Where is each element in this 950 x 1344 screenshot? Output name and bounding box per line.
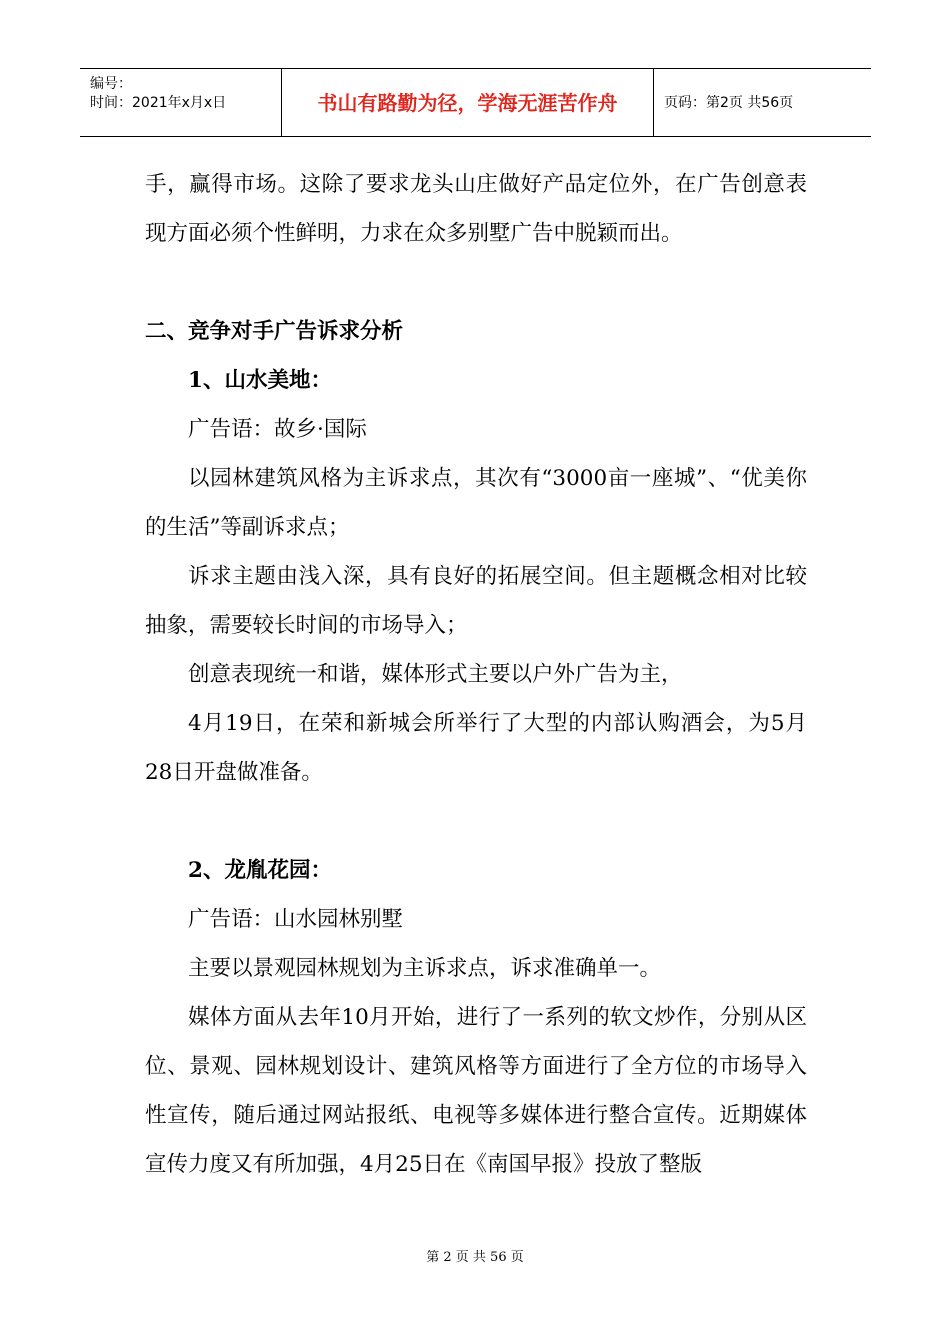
document-date: 时间：2021年x月x日 [90,95,227,111]
paragraph: 创意表现统一和谐，媒体形式主要以户外广告为主， [188,662,683,687]
paragraph: 诉求主题由浅入深，具有良好的拓展空间。但主题概念相对比较抽象，需要较长时间的市场导入； [145,564,807,638]
header-meta [80,69,282,136]
page-footer: 第 2 页 共 56 页 [426,1250,524,1265]
paragraph: 以园林建筑风格为主诉求点，其次有“3000亩一座城”、“优美你的生活”等副诉求点； [145,466,807,540]
header-motto: 书山有路勤为径，学海无涯苦作舟 [282,69,654,136]
section-heading: 二、竞争对手广告诉求分析 [145,319,404,344]
header-page-info: 页码：第2页 共56页 [664,95,794,111]
spacer [145,258,807,307]
paragraph: 手，赢得市场。这除了要求龙头山庄做好产品定位外，在广告创意表现方面必须个性鲜明，力求在众多别墅广告中脱颖而出。 [145,172,807,246]
spacer [145,797,807,846]
paragraph: 媒体方面从去年10月开始，进行了一系列的软文炒作，分别从区位、景观、园林规划设计、建筑风格等方面进行了全方位的市场导入性宣传，随后通过网站报纸、电视等多媒体进行整合宣传。近期媒体宣传力度又有所加强，4月25日在《南国早报》投放了整版 [145,1005,807,1177]
document-number: 编号： [90,76,132,92]
item-heading: 2、龙胤花园： [188,858,332,883]
item-heading: 1、山水美地： [188,368,332,393]
paragraph: 主要以景观园林规划为主诉求点，诉求准确单一。 [188,956,662,981]
paragraph: 广告语：山水园林别墅 [188,907,404,932]
page-header [80,68,871,137]
paragraph: 4月19日，在荣和新城会所举行了大型的内部认购酒会，为5月28日开盘做准备。 [145,711,807,785]
paragraph: 广告语：故乡·国际 [188,417,367,442]
document-body [145,160,807,1189]
